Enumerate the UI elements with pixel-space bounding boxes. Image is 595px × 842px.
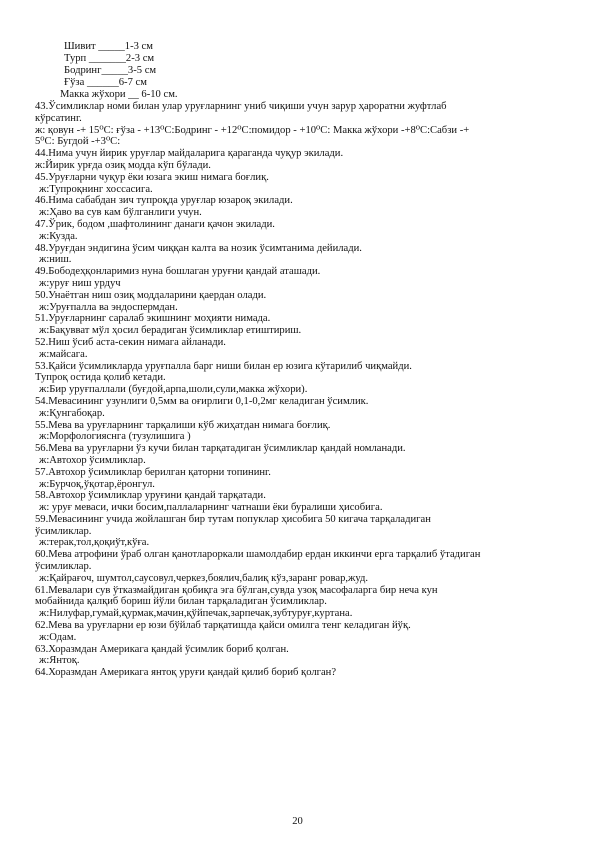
text-line: Тупроқ остида қолиб кетади. — [35, 372, 166, 384]
text-line: 62.Мева ва уруғларни ер юзи бўйлаб тарқатишда қайси омилга тенг келадиган йўқ. — [35, 620, 411, 632]
seeding-depth-list — [60, 41, 178, 101]
text-line: 64.Хоразмдан Америкага янтоқ уруғи қандай қилиб бориб қолган? — [35, 667, 337, 679]
text-line: 59.Мевасининг учида жойлашган бир тутам попуклар ҳисобига 50 кигача тарқаладиган — [35, 513, 431, 525]
text-line: 54.Мевасининг узунлиги 0,5мм ва оғирлиги 0,1-0,2мг келадиган ўсимлик. — [35, 395, 369, 407]
text-line: ж:Уруғпалла ва эндоспермдан. — [39, 301, 178, 313]
text-line: ж:майсага. — [39, 348, 88, 360]
depth-item: Шивит _____1-3 см — [64, 41, 153, 52]
depth-item: Бодринг_____3-5 см — [64, 65, 157, 76]
text-line: 55.Мева ва уруғларнинг тарқалиши кўб жиҳатдан нимага боғлиқ. — [35, 419, 331, 431]
text-line: 52.Ниш ўсиб аста-секин нимага айланади. — [35, 336, 226, 348]
text-line: ж:Бир уруғпаллали (буғдой,арпа,шоли,сули,макка жўхори). — [39, 384, 308, 396]
depth-item: Ғўза ______6-7 см — [64, 77, 147, 88]
text-line: ж:Ҳаво ва сув кам бўлганлиги учун. — [39, 207, 202, 219]
text-line: 60.Мева атрофини ўраб олган қанотлароркали шамолдабир ердан иккинчи ерга тарқалиб ўтадиган — [35, 549, 481, 561]
text-line: 49.Бободеҳқонларимиз нуна бошлаган уруғни қандай аташади. — [35, 266, 321, 278]
text-line: ўсимликлар. — [35, 525, 92, 537]
text-line: ж: қовун -+ 15⁰С: ғўза - +13⁰С:Бодринг - +12⁰С:помидор - +10⁰С: Макка жўхори -+8⁰С:Сабзи -+ — [35, 124, 470, 136]
text-line: 58.Автохор ўсимликлар уруғини қандай тарқатади. — [35, 490, 266, 502]
depth-item: Турп _______2-3 см — [64, 53, 155, 64]
page-number: 20 — [292, 816, 303, 827]
text-line: 53.Қайси ўсимликларда уруғпалла барг ниши билан ер юзига кўтарилиб чиқмайди. — [35, 360, 412, 372]
text-line: 51.Уруғларнинг саралаб экишнинг моҳияти нимада. — [35, 313, 271, 325]
text-line: 50.Унаётган ниш озиқ моддаларини қаердан олади. — [35, 289, 267, 301]
text-line: 44.Нима учун йирик уруғлар майдаларига қараганда чуқур экилади. — [35, 148, 344, 160]
text-line: 48.Уруғдан эндигина ўсим чиққан калта ва нозик ўсимтанима дейилади. — [35, 242, 362, 254]
text-line: 47.Ўрик, бодом ,шафтолининг данаги қачон экилади. — [35, 218, 275, 230]
text-line: ж:уруғ ниш урдуч — [39, 277, 121, 289]
text-line: 5⁰С: Бугдой -+3⁰С: — [35, 136, 121, 148]
text-line: ж:Йирик урғда озиқ модда кўп бўлади. — [35, 159, 211, 171]
text-line: ж:Бақувват мўл ҳосил берадиган ўсимликлар етиштириш. — [39, 325, 302, 337]
text-line: ж:Автохор ўсимликлар. — [39, 454, 146, 466]
text-line: мобайнида қалқиб бориш йўли билан тарқаладиган ўсимликлар. — [35, 596, 327, 608]
text-line: 46.Нима сабабдан зич тупроқда уруғлар юзароқ экилади. — [35, 195, 293, 207]
text-line: ж: уруғ меваси, ички босим,паллаларнинг чатнаши ёки буралиши ҳисобига. — [39, 502, 383, 514]
text-line: ж:Кузда. — [39, 230, 78, 242]
depth-item: Мaккa жўхори __ 6-10 см. — [60, 89, 178, 100]
text-line: ж:Қайрағоч, шумтол,саусовул,черкез,боялич,балиқ кўз,заранг ровар,жуд. — [39, 572, 369, 584]
text-line: ж:Бурчоқ,ўқотар,ёронгул. — [39, 478, 155, 490]
text-line: кўрсатинг. — [35, 112, 82, 124]
text-line: ж:Янтоқ. — [39, 655, 80, 667]
text-line: 57.Автохор ўсимликлар берилган қаторни топининг. — [35, 466, 271, 478]
text-line: ўсимликлар. — [35, 561, 92, 573]
text-line: ж:Одам. — [39, 631, 77, 643]
text-line: 63.Хоразмдан Америкага қандай ўсимлик бориб қолган. — [35, 643, 289, 655]
question-answer-list — [35, 101, 560, 679]
text-line: 43.Ўсимликлар номи билан улар уруғларнинг униб чиқиши учун зарур ҳароратни жуфтлаб — [35, 101, 447, 112]
text-line: 45.Уруғларни чуқур ёки юзага экиш нимага боғлиқ. — [35, 171, 269, 183]
text-line: ж:ниш. — [39, 254, 72, 266]
text-line: ж:Қунгабоқар. — [39, 407, 105, 419]
text-line: ж:терак,тол,қоқиўт,кўға. — [39, 537, 150, 549]
text-line: ж:Морфологияснга (тузулишига ) — [39, 431, 191, 443]
text-line: 56.Мева ва уруғларни ўз кучи билан тарқатадиган ўсимликлар қандай номланади. — [35, 443, 406, 455]
text-line: ж:Тупроқнинг хоссасига. — [39, 183, 153, 195]
text-line: 61.Мевалари сув ўтказмайдиган қобиқга эга бўлган,сувда узоқ масофаларга бир неча кун — [35, 584, 438, 596]
text-line: ж:Нилуфар,гумай,қурмак,мачин,қўйпечак,зарпечак,зубтуруғ,куртана. — [39, 608, 353, 620]
